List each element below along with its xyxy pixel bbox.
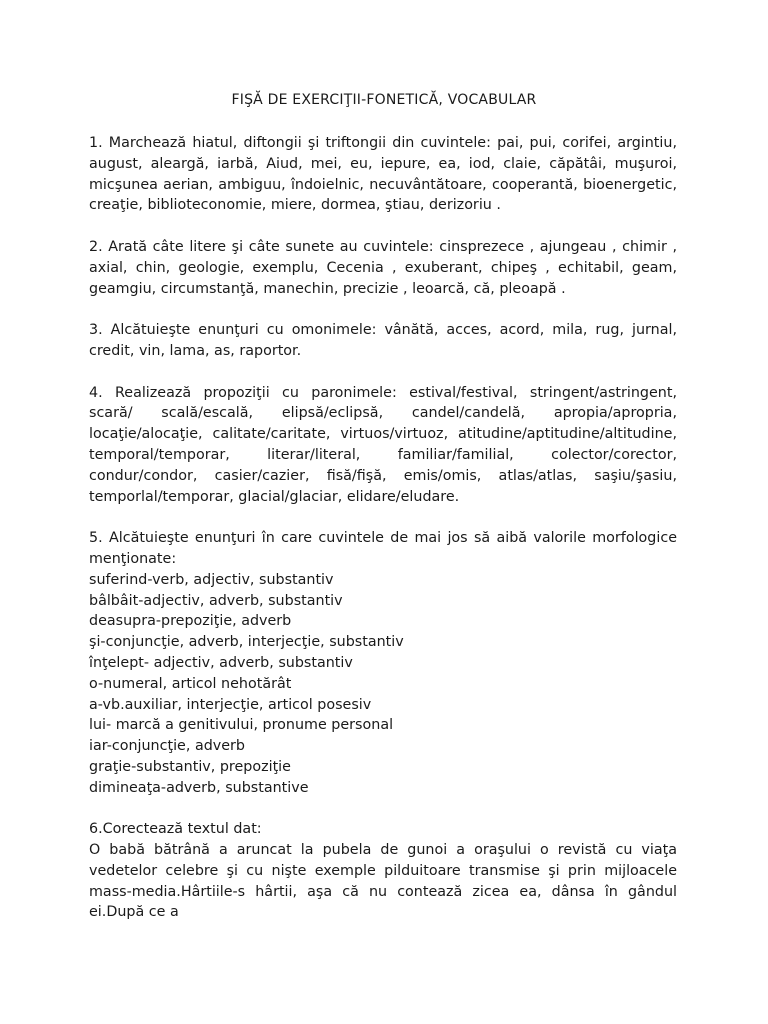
exercise-5-item: iar-conjuncţie, adverb [89, 738, 245, 755]
exercise-6 [89, 819, 677, 923]
exercise-5-item: suferind-verb, adjectiv, substantiv [89, 571, 334, 588]
exercise-5-item: şi-conjuncţie, adverb, interjecţie, substantiv [89, 634, 404, 651]
exercise-5-item: lui- marcă a genitivului, pronume personal [89, 717, 394, 734]
page-title: FIŞĂ DE EXERCIŢII-FONETICĂ, VOCABULAR [231, 92, 537, 108]
exercise-5-item: o-numeral, articol nehotărât [89, 675, 292, 692]
exercise-5-item: bâlbâit-adjectiv, adverb, substantiv [89, 592, 343, 609]
exercise-5-heading: 5. Alcătuieşte enunţuri în care cuvintele de mai jos să aibă valorile morfologice menţionate: [89, 530, 677, 567]
document-body [89, 133, 677, 944]
exercise-3: 3. Alcătuieşte enunţuri cu omonimele: vânătă, acces, acord, mila, rug, jurnal, credit, vin, lama, as, raportor. [89, 322, 677, 359]
exercise-5-item: graţie-substantiv, prepoziţie [89, 758, 291, 775]
exercise-5-item: a-vb.auxiliar, interjecţie, articol posesiv [89, 696, 372, 713]
exercise-6-heading: 6.Corectează textul dat: [89, 821, 262, 838]
exercise-5-item: dimineaţa-adverb, substantive [89, 779, 309, 796]
exercise-4: 4. Realizează propoziţii cu paronimele: estival/festival, stringent/astringent, scară/ scală/escală, elipsă/eclipsă, candel/candelă, apropia/apropria, locaţie/alocaţie, calitate/caritate, virtuos/virtuoz, atitudine/aptitudine/altitudine, temporal/temporar, literar/literal, familiar/familial, colector/corector, condur/condor, casier/cazier, fisă/fişă, emis/omis, atlas/atlas, saşiu/şasiu, temporlal/temporar, glacial/glaciar, elidare/eludare. [89, 384, 677, 505]
exercise-5-item: deasupra-prepoziţie, adverb [89, 613, 292, 630]
exercise-6-text: O babă bătrână a aruncat la pubela de gunoi a oraşului o revistă cu viaţa vedetelor celebre şi cu nişte exemple pilduitoare transmise şi prin mijloacele mass-media.Hârtiile-s hârtii, aşa că nu contează zicea ea, dânsa în gândul ei.După ce a [89, 842, 677, 921]
exercise-2: 2. Arată câte litere şi câte sunete au cuvintele: cinsprezece , ajungeau , chimir , axial, chin, geologie, exemplu, Cecenia , exuberant, chipeş , echitabil, geam, geamgiu, circumstanţă, manechin, precizie , leoarcă, că, pleoapă . [89, 238, 677, 297]
exercise-5-item: înţelept- adjectiv, adverb, substantiv [89, 654, 353, 671]
exercise-5 [89, 528, 677, 798]
exercise-1: 1. Marchează hiatul, diftongii şi triftongii din cuvintele: pai, pui, corifei, argintiu, august, aleargă, iarbă, Aiud, mei, eu, iepure, ea, iod, claie, căpătâi, muşuroi, micşunea aerian, ambiguu, îndoielnic, necuvântătoare, cooperantă, bioenergetic, creaţie, biblioteconomie, miere, dormea, ştiau, derizoriu . [89, 135, 677, 214]
